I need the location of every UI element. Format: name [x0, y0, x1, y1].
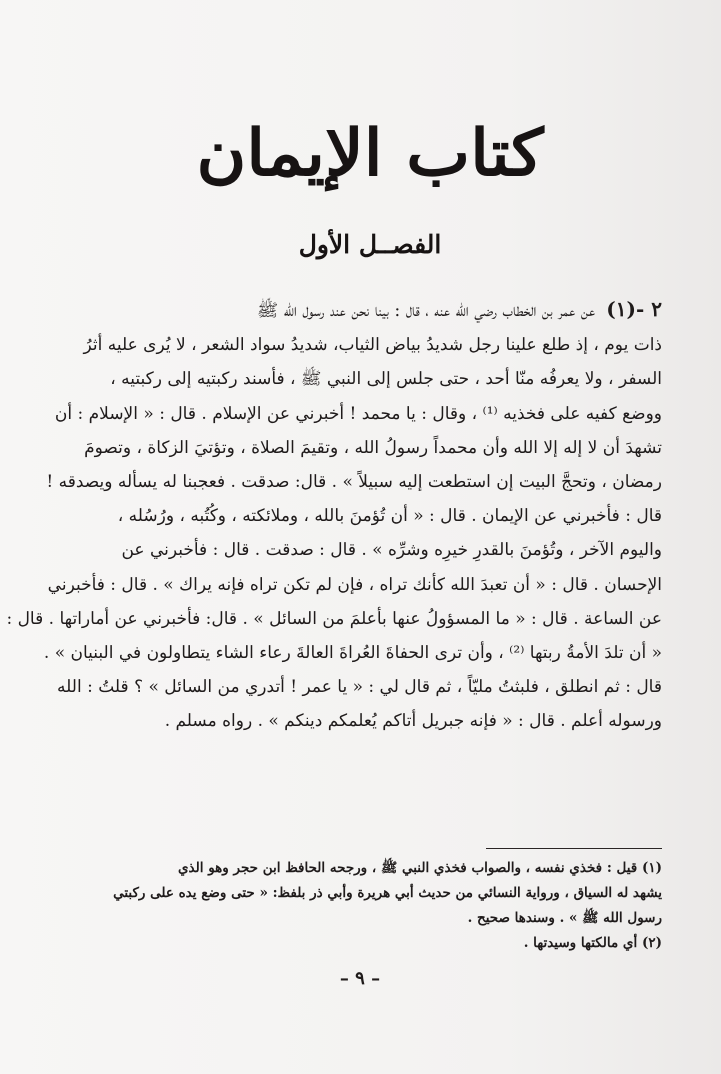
hadith-number: ٢ -(١) [606, 297, 662, 321]
hadith-line: ورسوله أعلم . قال : « فإنه جبريل أتاكم يُعلمكم دينكم » . رواه مسلم . [164, 711, 662, 732]
page-number: – ٩ – [339, 968, 381, 989]
footnote-line: (٢) أي مالكتها وسيدتها . [523, 935, 662, 951]
hadith-line: عن الساعة . قال : « ما المسؤولُ عنها بأعلمَ من السائل » . قال: فأخبرني عن أماراتها . قال : [6, 608, 662, 629]
hadith-line: السفر ، ولا يعرفُه منّا أحد ، حتى جلس إلى النبي ﷺ ، فأسند ركبتيه إلى ركبتيه ، [110, 369, 662, 390]
hadith-line: قال : فأخبرني عن الإيمان . قال : « أن تُؤمنَ بالله ، وملائكته ، وكُتُبه ، ورُسُله ، [117, 506, 662, 527]
footnotes [92, 856, 662, 956]
footnote-line: يشهد له السياق ، ورواية النسائي من حديث أبي هريرة وأبي ذر بلفظ: « حتى وضع يده على ركبتي [113, 885, 662, 901]
hadith-line: الإحسان . قال : « أن تعبدَ الله كأنك تراه ، فإن لم تكن تراه فإنه يراك » . قال : فأخبرني [47, 574, 662, 595]
book-title: كتاب الإيمان [196, 116, 544, 191]
hadith-line: تشهدَ أن لا إله إلا الله وأن محمداً رسولُ الله ، وتقيمَ الصلاة ، وتؤتيَ الزكاة ، وتصومَ [84, 437, 662, 458]
footnote-divider [486, 848, 662, 849]
hadith-body [6, 292, 662, 739]
hadith-line: واليوم الآخر ، وتُؤمنَ بالقدرِ خيرِه وشرِّه » . قال : صدقت . قال : فأخبرني عن [121, 540, 662, 561]
hadith-line: ذات يوم ، إذ طلع علينا رجل شديدُ بياض الثياب، شديدُ سواد الشعر ، لا يُرى عليه أثرُ [83, 335, 662, 356]
hadith-line: قال : ثم انطلق ، فلبثتُ مليّاً ، ثم قال لي : « يا عمر ! أتدري من السائل » ؟ قلتُ : الله [57, 677, 662, 698]
show-through-text [0, 80, 721, 99]
hadith-line: ووضع كفيه على فخذيه ⁽¹⁾ ، وقال : يا محمد ! أخبرني عن الإسلام . قال : « الإسلام : أن [54, 403, 662, 424]
hadith-line: رمضان ، وتحجَّ البيت إن استطعت إليه سبيلاً » . قال: صدقت . فعجبنا له يسأله ويصدقه ! [46, 472, 662, 493]
hadith-line-text: عن عمر بن الخطاب رضي الله عنه ، قال : بينا نحن عند رسول الله ﷺ [257, 301, 596, 321]
footnote-line: (١) قيل : فخذي نفسه ، والصواب فخذي النبي ﷺ ، ورجحه الحافظ ابن حجر وهو الذي [177, 860, 662, 876]
hadith-line: « أن تلدَ الأمةُ ربتها ⁽²⁾ ، وأن ترى الحفاةَ العُراةَ العالةَ رعاء الشاء يتطاولون في البنيان » . [43, 643, 662, 664]
hadith-line [94, 292, 662, 328]
footnote-line: رسول الله ﷺ » . وسندها صحيح . [467, 910, 662, 926]
chapter-title: الفصــل الأول [298, 230, 442, 259]
